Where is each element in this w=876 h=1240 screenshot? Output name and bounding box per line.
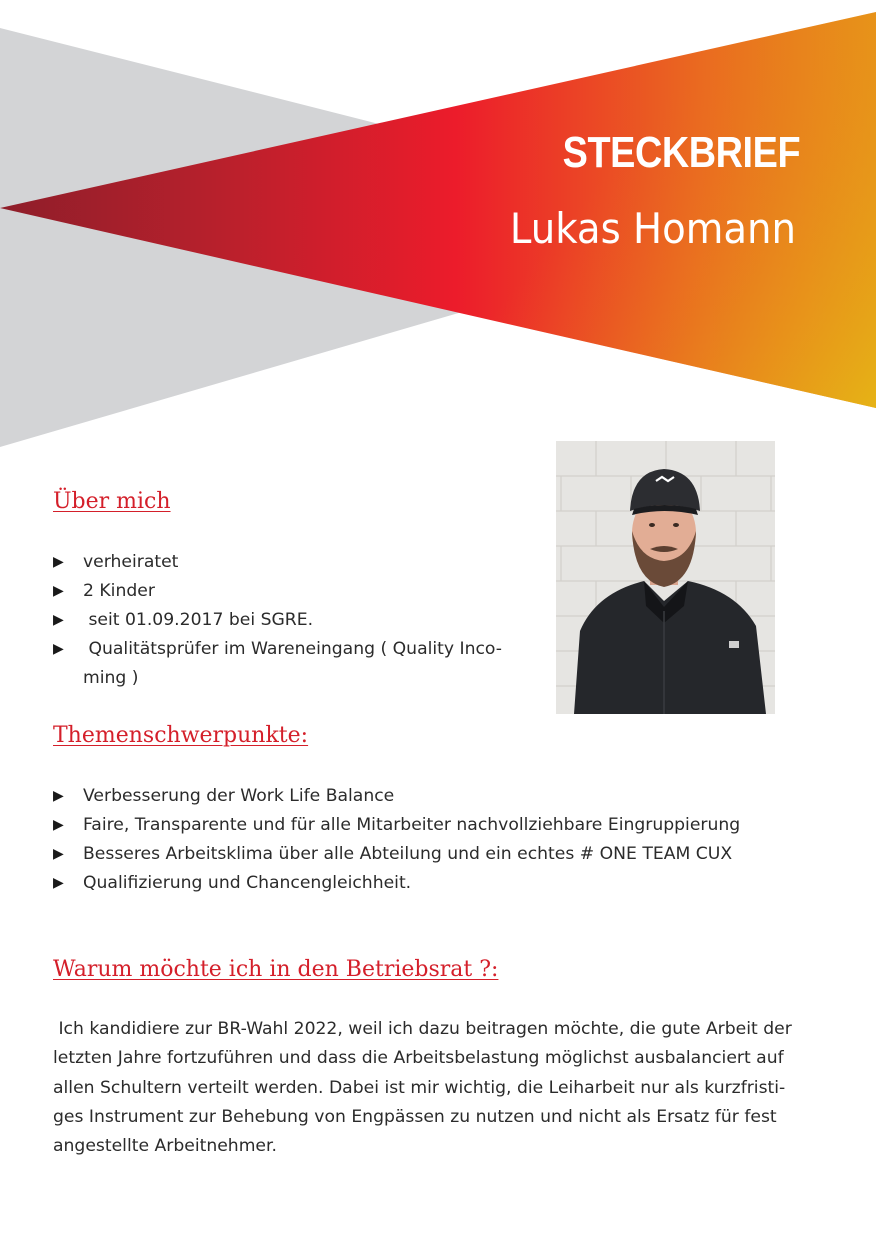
paragraph-line: ges Instrument zur Behebung von Engpässen zu nutzen und nicht als Ersatz für fest	[53, 1106, 777, 1127]
paragraph-line: angestellte Arbeitnehmer.	[53, 1136, 277, 1157]
list-item: ▶ 2 Kinder	[53, 577, 523, 606]
triangle-right-icon: ▶	[53, 612, 64, 628]
about-list	[53, 548, 523, 693]
list-item: ▶ Besseres Arbeitsklima über alle Abteilung und ein echtes # ONE TEAM CUX	[53, 840, 833, 869]
triangle-right-icon: ▶	[53, 875, 64, 891]
person-name: Lukas Homann	[509, 204, 796, 253]
portrait-photo	[556, 441, 775, 714]
list-item: ▶ Verbesserung der Work Life Balance	[53, 782, 833, 811]
list-item: ▶ Faire, Transparente und für alle Mitarbeiter nachvollziehbare Eingruppierung	[53, 811, 833, 840]
why-paragraph	[53, 1015, 828, 1161]
list-item: ▶ Qualifizierung und Chancengleichheit.	[53, 869, 833, 898]
triangle-right-icon: ▶	[53, 641, 64, 657]
triangle-right-icon: ▶	[53, 817, 64, 833]
about-heading: Über mich	[53, 489, 171, 514]
why-heading: Warum möchte ich in den Betriebsrat ?:	[53, 957, 499, 982]
triangle-right-icon: ▶	[53, 788, 64, 804]
page-title: STECKBRIEF	[562, 128, 800, 177]
triangle-right-icon: ▶	[53, 846, 64, 862]
triangle-right-icon: ▶	[53, 583, 64, 599]
list-item: ▶ Qualitätsprüfer im Wareneingang ( Quality Inco- ming )	[53, 635, 523, 693]
list-item: ▶ verheiratet	[53, 548, 523, 577]
paragraph-line: letzten Jahre fortzuführen und dass die Arbeitsbelastung möglichst ausbalanciert auf	[53, 1048, 784, 1069]
paragraph-line: allen Schultern verteilt werden. Dabei ist mir wichtig, die Leiharbeit nur als kurzfristi-	[53, 1077, 786, 1098]
triangle-right-icon: ▶	[53, 554, 64, 570]
topics-list	[53, 782, 833, 898]
paragraph-line: Ich kandidiere zur BR-Wahl 2022, weil ich dazu beitragen möchte, die gute Arbeit der	[53, 1019, 792, 1039]
topics-heading: Themenschwerpunkte:	[53, 723, 309, 748]
list-item: ▶ seit 01.09.2017 bei SGRE.	[53, 606, 523, 635]
